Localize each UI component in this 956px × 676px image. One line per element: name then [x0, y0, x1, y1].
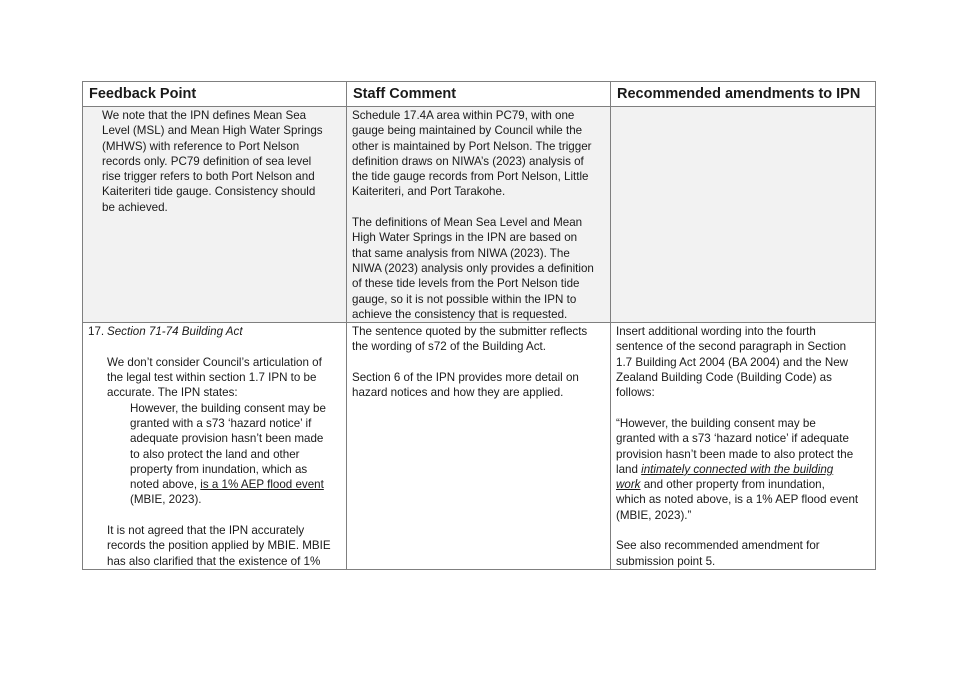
text-line: that same analysis from NIWA (2023). The — [352, 246, 570, 260]
text-line: property from inundation, which as — [130, 462, 308, 476]
staff-comment-cell — [347, 323, 611, 570]
text-line: the legal test within section 1.7 IPN to be — [107, 371, 317, 385]
text-line: However, the building consent may be — [130, 401, 326, 415]
text-line: Kaiteriteri, and Port Tarakohe. — [352, 185, 506, 199]
text-line: Kaiteriteri tide gauge. Consistency should — [102, 185, 316, 199]
text-line: submission point 5. — [616, 554, 716, 568]
text-line: NIWA (2023) analysis only provides a definition — [352, 261, 594, 275]
recommendation-cell — [611, 323, 876, 570]
text-line: Level (MSL) and Mean High Water Springs — [102, 124, 323, 138]
text-line: which as noted above, is a 1% AEP flood event — [616, 493, 859, 507]
text-line: hazard notices and how they are applied. — [352, 386, 564, 400]
text-line: granted with a s73 ‘hazard notice’ if — [130, 416, 312, 430]
text-line: land intimately connected with the building — [616, 462, 834, 476]
feedback-cell — [83, 323, 347, 570]
text-line: We don’t consider Council’s articulation of — [107, 355, 322, 369]
text-line: The definitions of Mean Sea Level and Mean — [352, 216, 583, 230]
feedback-table — [82, 81, 876, 570]
text-line: See also recommended amendment for — [616, 539, 820, 553]
point-heading — [88, 324, 342, 339]
text-line: has also clarified that the existence of 1% — [107, 554, 321, 568]
text-line: sentence of the second paragraph in Section — [616, 340, 847, 354]
header-feedback-point: Feedback Point — [83, 82, 347, 107]
staff-comment-text — [347, 323, 610, 400]
text-line: accurate. The IPN states: — [107, 386, 238, 400]
header-recommended-amendments: Recommended amendments to IPN — [611, 82, 876, 107]
text-line: rise trigger refers to both Port Nelson and — [102, 170, 315, 184]
text-line: provision hasn’t been made to also protect the — [616, 447, 854, 461]
recommendation-cell — [611, 107, 876, 323]
point-title: Section 71-74 Building Act — [107, 325, 243, 339]
text-line: granted with a s73 ‘hazard notice’ if adequate — [616, 432, 849, 446]
text-line: the wording of s72 of the Building Act. — [352, 340, 546, 354]
text-line: achieve the consistency that is requested. — [352, 307, 568, 321]
text-line: to also protect the land and other — [130, 447, 300, 461]
text-line: Insert additional wording into the fourth — [616, 325, 816, 339]
feedback-cell — [83, 107, 347, 323]
text-line: (MHWS) with reference to Port Nelson — [102, 139, 300, 153]
inserted-text: intimately connected with the building — [641, 462, 834, 476]
text-line: We note that the IPN defines Mean Sea — [102, 109, 307, 122]
text-line: It is not agreed that the IPN accurately — [107, 524, 305, 538]
header-row — [83, 82, 876, 107]
text-line: be achieved. — [102, 200, 168, 214]
text-line: The sentence quoted by the submitter reflects — [352, 325, 588, 339]
inserted-text: work — [616, 478, 641, 492]
text-line: 1.7 Building Act 2004 (BA 2004) and the New — [616, 355, 849, 369]
text-line: the tide gauge records from Port Nelson, Little — [352, 170, 589, 184]
text-line: noted above, is a 1% AEP flood event — [130, 478, 324, 492]
point-number: 17. — [88, 325, 105, 339]
text-line: records the position applied by MBIE. MBIE — [107, 539, 331, 553]
staff-comment-cell — [347, 107, 611, 323]
recommendation-text — [611, 323, 875, 569]
underlined-text: is a 1% AEP flood event — [200, 478, 324, 492]
text-line: definition draws on NIWA’s (2023) analysis of — [352, 154, 584, 168]
quoted-text — [88, 401, 342, 508]
text-line: other is maintained by Port Nelson. The trigger — [352, 139, 592, 153]
text-line: High Water Springs in the IPN are based on — [352, 231, 578, 245]
text-line: of these tide levels from the Port Nelson tide — [352, 277, 580, 291]
header-staff-comment: Staff Comment — [347, 82, 611, 107]
text-line: records only. PC79 definition of sea level — [102, 154, 312, 168]
feedback-text — [83, 107, 346, 215]
text-line: “However, the building consent may be — [616, 416, 816, 430]
text-line: Zealand Building Code (Building Code) as — [616, 371, 832, 385]
staff-comment-text — [347, 107, 610, 322]
text-line: (MBIE, 2023). — [130, 493, 202, 507]
text-line: Schedule 17.4A area within PC79, with one — [352, 109, 575, 122]
text-line: (MBIE, 2023).” — [616, 508, 692, 522]
text-line: adequate provision hasn’t been made — [130, 432, 324, 446]
text-line: follows: — [616, 386, 655, 400]
table-row — [83, 323, 876, 570]
text-line: gauge, so it is not possible within the IPN to — [352, 292, 577, 306]
text-line: work and other property from inundation, — [616, 478, 825, 492]
text-line: gauge being maintained by Council while the — [352, 124, 583, 138]
table-row — [83, 107, 876, 323]
text-line: Section 6 of the IPN provides more detail on — [352, 371, 579, 385]
feedback-text — [83, 323, 346, 569]
